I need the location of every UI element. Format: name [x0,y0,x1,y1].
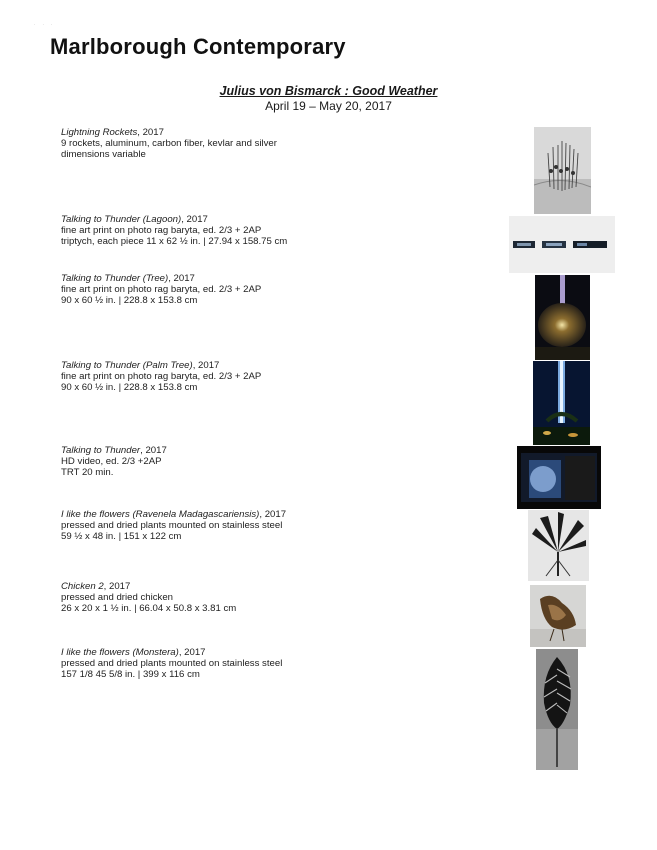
work-medium: 9 rockets, aluminum, carbon fiber, kevlar and silver [61,138,277,150]
work-medium: pressed and dried plants mounted on stainless steel [61,658,283,670]
work-entry [61,647,282,681]
work-title: Chicken 2 [61,581,104,592]
work-title: Lightning Rockets [61,127,138,138]
work-year: , 2017 [259,509,287,520]
work-dimensions: 157 1/8 45 5/8 in. | 399 x 116 cm [61,669,200,681]
chicken-image [530,585,586,647]
work-year: , 2017 [192,360,220,371]
exhibition-dates: April 19 – May 20, 2017 [265,99,392,113]
work-title: Talking to Thunder (Lagoon) [61,214,182,225]
work-entry [61,273,261,307]
thunder-video-still [517,446,601,509]
gallery-name: Marlborough Contemporary [50,34,346,59]
work-title: Talking to Thunder [61,445,141,456]
work-medium: fine art print on photo rag baryta, ed. 2/3 + 2AP [61,225,262,237]
work-medium: fine art print on photo rag baryta, ed. 2/3 + 2AP [61,371,262,383]
monstera-image [536,649,578,770]
work-entry [61,581,236,615]
tree-lightning-image [535,275,590,360]
work-medium: fine art print on photo rag baryta, ed. 2/3 + 2AP [61,284,262,296]
work-year: , 2017 [168,273,195,284]
work-year: , 2017 [103,581,131,592]
work-year: , 2017 [140,445,167,456]
palm-tree-lightning-image [533,361,590,445]
work-medium: pressed and dried chicken [61,592,173,604]
work-dimensions: 26 x 20 x 1 ½ in. | 66.04 x 50.8 x 3.81 cm [61,603,237,615]
ravenela-plant-image [528,510,589,581]
work-entry [61,360,261,394]
work-medium: HD video, ed. 2/3 +2AP [61,456,162,468]
work-entry [61,509,286,543]
work-year: , 2017 [178,647,206,658]
work-title: I like the flowers (Monstera) [61,647,179,658]
work-title: Talking to Thunder (Palm Tree) [61,360,193,371]
work-dimensions: dimensions variable [61,149,146,161]
work-year: , 2017 [137,127,164,138]
work-medium: pressed and dried plants mounted on stainless steel [61,520,283,532]
exhibition-heading [0,84,657,113]
work-title: Talking to Thunder (Tree) [61,273,169,284]
work-dimensions: 59 ½ x 48 in. | 151 x 122 cm [61,531,182,543]
lightning-rockets-image [534,127,591,214]
work-entry [61,445,167,479]
exhibition-title: Julius von Bismarck : Good Weather [219,84,438,98]
lagoon-triptych-image [509,216,615,273]
work-dimensions: 90 x 60 ½ in. | 228.8 x 153.8 cm [61,295,198,307]
work-year: , 2017 [181,214,208,225]
work-title: I like the flowers (Ravenela Madagascariensis) [61,509,260,520]
work-dimensions: 90 x 60 ½ in. | 228.8 x 153.8 cm [61,382,198,394]
work-entry [61,127,277,161]
work-entry [61,214,287,248]
scan-specks: · · · [34,22,56,27]
work-dimensions: triptych, each piece 11 x 62 ½ in. | 27.94 x 158.75 cm [61,236,288,248]
work-dimensions: TRT 20 min. [61,467,114,479]
